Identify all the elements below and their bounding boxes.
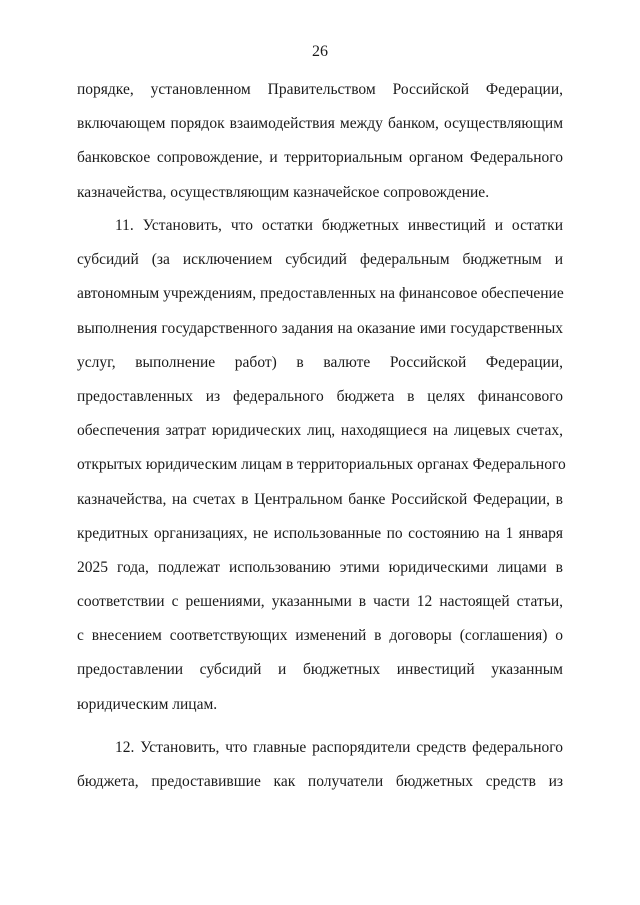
paragraph-12 (77, 738, 563, 806)
text-line: включающем порядок взаимодействия между банком, осуществляющим (77, 115, 563, 133)
text-line: юридическим лицам. (77, 695, 218, 713)
text-line: открытых юридическим лицам в территориальных органах Федерального (77, 456, 566, 474)
text-line: казначейства, на счетах в Центральном банке Российской Федерации, в (77, 490, 563, 508)
text-line: предоставленных из федерального бюджета в целях финансового (77, 387, 563, 405)
text-line: банковское сопровождение, и территориальным органом Федерального (77, 149, 563, 167)
text-line: услуг, выполнение работ) в валюте Российской Федерации, (77, 353, 563, 371)
text-line: 2025 года, подлежат использованию этими юридическими лицами в (77, 558, 563, 576)
text-line: с внесением соответствующих изменений в договоры (соглашения) о (77, 627, 563, 645)
text-line: 12. Установить, что главные распорядители средств федерального (115, 739, 563, 756)
text-line: порядке, установленном Правительством Российской Федерации, (77, 81, 563, 98)
text-line: 11. Установить, что остатки бюджетных инвестиций и остатки (115, 217, 563, 234)
text-line: казначейства, осуществляющим казначейское сопровождение. (77, 183, 490, 201)
paragraph-11 (77, 216, 566, 729)
text-line: автономным учреждениям, предоставленных на финансовое обеспечение (77, 285, 564, 303)
text-line: обеспечения затрат юридических лиц, находящиеся на лицевых счетах, (77, 422, 563, 440)
page-number: 26 (312, 43, 328, 60)
text-line: предоставлении субсидий и бюджетных инвестиций указанным (77, 661, 563, 679)
text-line: соответствии с решениями, указанными в части 12 настоящей статьи, (77, 593, 563, 611)
paragraph-continuation (77, 80, 563, 217)
text-line: субсидий (за исключением субсидий федеральным бюджетным и (77, 251, 563, 269)
text-line: бюджета, предоставившие как получатели бюджетных средств из (77, 773, 563, 791)
text-line: кредитных организациях, не использованные по состоянию на 1 января (77, 524, 563, 542)
text-line: выполнения государственного задания на оказание ими государственных (77, 319, 563, 337)
